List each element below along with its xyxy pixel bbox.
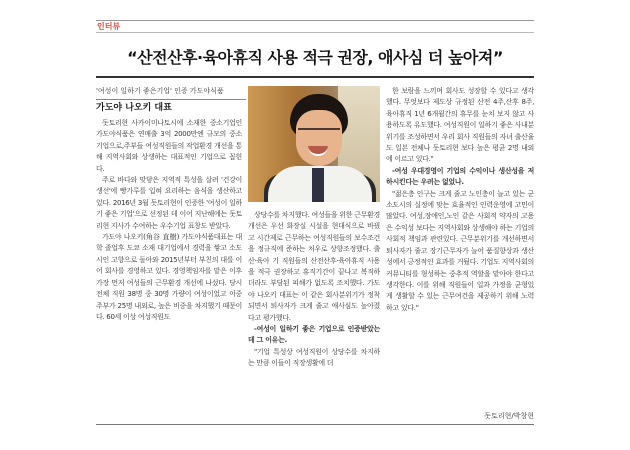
paragraph: "기업 특성상 여성직원이 상당수를 차지하는 만큼 이들이 직장생활에 더 [248,347,380,368]
interviewee-photo [248,86,380,202]
paragraph: 주로 바다와 맞닿은 지역적 특성을 살려 '건강이 생선'에 빵가루를 입혀 요리하는 음식을 생산하고 있다. 2016년 3월 돗토리현이 인증한 '여성이 일하기 좋은 기업'으로 선정된 데 이어 지난해에는 돗토리현 지사가 수여하는 우수기업 표창도 받았다. [96,176,242,230]
interviewee-title: 가도야 나오키 대표 [96,103,172,113]
article-subtitle: '여성이 일하기 좋은기업' 인증 가도야식품 [96,86,246,100]
headline-divider [96,76,534,78]
headline: “산전산후·육아휴직 사용 적극 권장, 애사심 더 높아져” [127,48,503,67]
byline-credit: 돗토리현/박창현 [484,412,534,420]
article-column-3 [386,86,534,314]
interview-question: -여성이 일하기 좋은 기업으로 인증받았는데 그 이유는. [248,325,380,345]
bottom-divider [96,424,534,425]
section-label: 인터뷰 [97,22,121,31]
section-bar [96,20,534,33]
paragraph: 상당수를 차지했다. 여성들을 위한 근무환경 개선은 우선 화장실 시설을 현대식으로 바꿨고 시간제로 근무하는 여성직원들의 보수조건을 정규직에 준하는 처우로 상향조정했다. 출산·육아 기 직원들의 산전산후·육아휴직 사용을 적극 권장하고 휴직기간이 끝나고 복직하더라도 부담된 피해가 없도록 조치했다. 가도야 나오키 대표는 이 같은 회사분위기가 정착되면서 퇴사자가 크게 줄고 애사심도 높아졌다고 평가했다. [248,211,380,322]
paragraph: 한 보람을 느끼며 회사도 성장할 수 있다고 생각했다. 무엇보다 제도상 규정된 산전 4주,산후 8주,육아휴직 1년 6개월간의 휴무를 눈치 보지 않고 사용하도록 유도했다. 여성직원이 일하기 좋은 사내분위기를 조성하면서 우리 회사 직원들의 자녀 출산율도 일본 전체나 돗토리현 보다 높은 평균 2명 내외에 이르고 있다." [386,87,534,164]
article-clipping [96,20,534,428]
paragraph: 돗토리현 사카이미나토시에 소재한 중소기업인 가도야식품은 연매출 3억 2000만엔 규모의 중소기업으로,주부들 여성직원들의 작업환경 개선을 통해 지역사회와 상생하는 대표적인 기업으로 꼽힌다. [96,119,242,173]
article-column-1 [96,118,242,323]
interview-question: -여성 우대경영이 기업의 수익이나 생산성을 저하시킨다는 우려는 없었나. [386,166,534,187]
paragraph: "젊은층 인구는 크게 줄고 노인층이 늘고 있는 군소도시의 실정에 맞는 효율적인 인력운영에 고민이 많았다. 여성,장애인,노인 같은 사회적 약자의 고용은 수익성 보다는 지역사회와 상생해야 하는 기업의 사회적 책임과 관련있다. 근무분위기를 개선하면서 퇴사자가 줄고 장기근무자가 늘어 품질향상과 생산성에서 긍정적인 효과를 거뒀다. 기업도 지역사회의 커뮤니티를 형성하는 중추적 역할을 맡아야 한다고 생각한다. 이를 위해 직원들이 일과 가정을 균형있게 생활할 수 있는 근무여건을 제공하기 위해 노력하고 있다." [386,189,534,312]
paragraph: 가도야 나오키(角谷 直樹) 가도야식품대표는 대학 졸업후 도쿄 소재 대기업에서 경력을 쌓고 소도시인 고향으로 돌아와 2015년부터 부친의 대를 이어 회사를 경영하고 있다. 경영책임자를 맡은 이후 가장 먼저 여성들의 근무환경 개선에 나섰다. 당시 전체 직원 38명 중 30명 가량이 여성이었고 이중 주부가 25명 내외로, 높은 비중을 차지했기 때문이다. 60세 이상 여성직원도 [96,233,242,321]
article-column-2 [248,210,380,370]
